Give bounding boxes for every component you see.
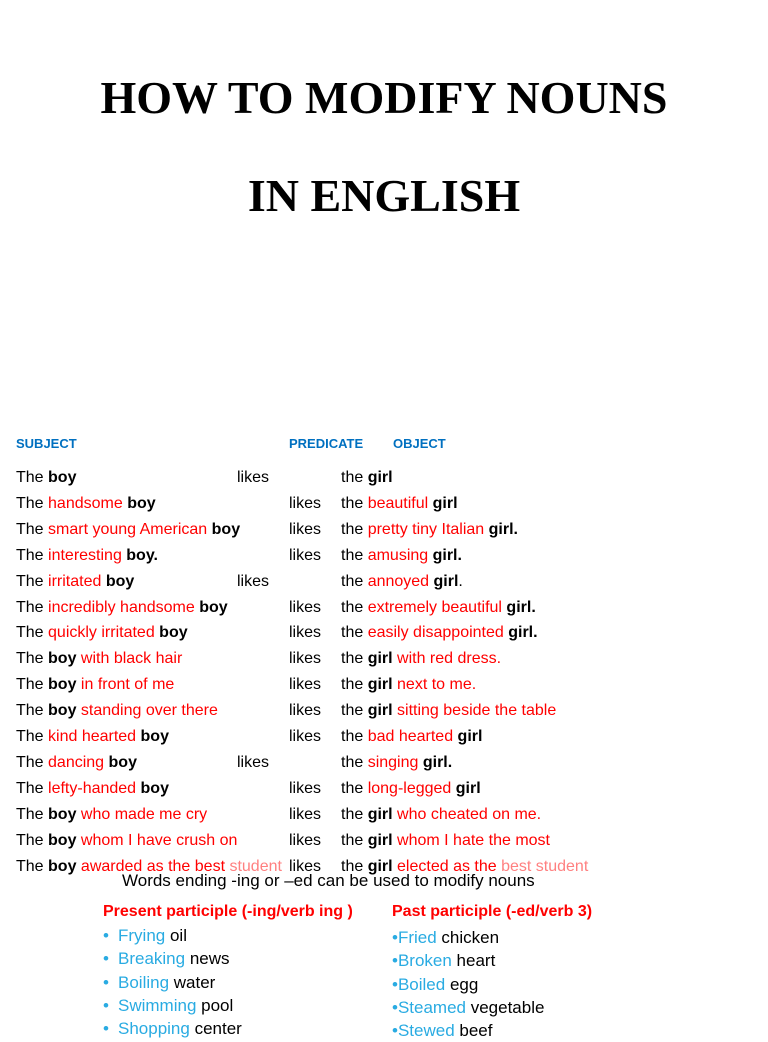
object-phrase-part: long-legged (367, 779, 456, 797)
object-phrase-part: next to me. (392, 676, 477, 694)
subject-phrase (16, 776, 169, 802)
object-phrase-part: the (341, 779, 368, 797)
sentence-row (0, 646, 768, 672)
subject-phrase (16, 828, 237, 854)
subject-phrase-part: lefty-handed (48, 779, 141, 797)
object-phrase (341, 802, 541, 828)
object-phrase-part: singing (367, 753, 423, 771)
sentence-row (0, 595, 768, 621)
subject-phrase-part: boy (48, 469, 77, 486)
subject-phrase-part: The (16, 650, 49, 668)
sentence-row (0, 569, 768, 595)
subject-phrase-part: incredibly handsome (48, 598, 200, 616)
subject-phrase-part: boy (48, 831, 77, 849)
sentence-row (0, 465, 768, 491)
object-phrase-part: with red dress. (392, 650, 502, 668)
object-phrase-part: whom I hate the most (392, 831, 550, 849)
page-title-line-1: HOW TO MODIFY NOUNS (100, 72, 668, 123)
subject-phrase-part: awarded as the best (76, 857, 226, 875)
list-item (103, 924, 242, 947)
subject-phrase (16, 724, 169, 750)
object-phrase (341, 595, 536, 621)
modifier-word: Steamed (397, 997, 466, 1017)
subject-phrase-part: The (16, 857, 49, 875)
object-phrase (341, 750, 452, 776)
list-item (392, 996, 544, 1019)
object-phrase-part: girl (455, 779, 481, 797)
noun-word: center (189, 1019, 242, 1039)
subject-phrase-part: The (16, 520, 49, 538)
predicate-verb: likes (289, 728, 322, 745)
subject-phrase-part: handsome (48, 494, 128, 512)
subject-phrase-part: boy (105, 572, 135, 590)
object-phrase-part: annoyed (367, 572, 434, 590)
object-phrase (341, 543, 462, 569)
object-phrase-part: girl (457, 728, 483, 745)
object-phrase-part: girl. (488, 520, 518, 538)
subject-phrase-part: boy (48, 676, 77, 694)
bullet-icon: • (103, 1019, 109, 1039)
subject-phrase-part: boy (159, 624, 188, 642)
modifier-word: Breaking (118, 949, 186, 969)
subject-phrase (16, 672, 174, 698)
subject-phrase-part: with black hair (76, 650, 183, 668)
subject-phrase-part: boy (140, 779, 169, 797)
subject-phrase (16, 802, 207, 828)
object-phrase-part: pretty tiny Italian (367, 520, 489, 538)
modifier-word: Broken (397, 951, 452, 971)
object-phrase-part: extremely beautiful (367, 598, 507, 616)
subject-phrase-part: boy (48, 650, 77, 668)
object-phrase-part: . (458, 572, 463, 590)
subject-phrase-part: interesting (48, 546, 127, 564)
subject-phrase-part: boy (48, 702, 77, 720)
subject-phrase-part: dancing (48, 753, 109, 771)
modifier-word: Shopping (118, 1019, 190, 1039)
subject-phrase-part: The (16, 779, 49, 797)
noun-word: heart (451, 951, 496, 971)
object-phrase (341, 698, 556, 724)
object-phrase (341, 646, 501, 672)
sentence-row (0, 698, 768, 724)
subject-phrase-part: The (16, 624, 49, 642)
page-title-line-2: IN ENGLISH (247, 170, 521, 221)
object-phrase (341, 465, 393, 491)
object-phrase-part: who cheated on me. (392, 805, 542, 823)
bullet-icon: • (392, 997, 398, 1017)
noun-word: pool (196, 995, 234, 1015)
subject-phrase-part: The (16, 546, 49, 564)
sentence-row (0, 724, 768, 750)
modifier-word: Stewed (397, 1021, 455, 1041)
object-phrase-part: girl. (506, 598, 536, 616)
predicate-verb: likes (237, 572, 270, 590)
object-phrase-part: the (341, 469, 368, 486)
predicate-verb: likes (289, 546, 322, 564)
subject-phrase-part: The (16, 598, 49, 616)
object-phrase-part: the (341, 650, 368, 668)
subject-phrase (16, 465, 76, 491)
subject-phrase-part: boy (108, 753, 137, 771)
bullet-icon: • (392, 974, 398, 994)
predicate-verb: likes (289, 702, 322, 720)
object-phrase-part: beautiful (367, 494, 433, 512)
object-phrase-part: the (341, 676, 368, 694)
subject-phrase-part: boy (140, 728, 169, 745)
present-participle-heading: Present participle (-ing/verb ing ) (103, 903, 353, 920)
subject-phrase-part: boy. (126, 546, 158, 564)
subject-phrase-part: The (16, 494, 49, 512)
object-phrase-part: the (341, 624, 368, 642)
object-phrase-part: the (341, 494, 368, 512)
object-phrase-part: bad hearted (367, 728, 458, 745)
sentence-row (0, 750, 768, 776)
bullet-icon: • (103, 995, 109, 1015)
list-item (103, 947, 242, 970)
bullet-icon: • (392, 928, 398, 947)
sentence-row (0, 776, 768, 802)
subject-phrase-part: boy (199, 598, 228, 616)
object-phrase-part: girl (432, 494, 458, 512)
object-phrase-part: the (341, 831, 368, 849)
object-phrase-part: girl (367, 857, 393, 875)
list-item (103, 1017, 242, 1040)
noun-word: beef (454, 1021, 493, 1041)
subject-phrase (16, 517, 240, 543)
predicate-verb: likes (237, 469, 270, 486)
noun-word: oil (165, 926, 187, 945)
subject-phrase-part: smart young American (48, 520, 212, 538)
object-phrase (341, 828, 550, 854)
object-phrase-part: girl (367, 469, 393, 486)
subject-phrase (16, 620, 188, 646)
subject-phrase-part: The (16, 753, 49, 771)
list-item (392, 926, 544, 949)
predicate-verb: likes (289, 624, 322, 642)
noun-word: egg (445, 974, 479, 994)
bullet-icon: • (392, 951, 398, 971)
modifier-word: Frying (118, 926, 166, 945)
participle-heading: Words ending -ing or –ed can be used to modify nouns (122, 871, 535, 890)
object-phrase-part: easily disappointed (367, 624, 509, 642)
subject-phrase (16, 595, 228, 621)
subject-phrase-part: The (16, 469, 49, 486)
object-phrase (341, 620, 538, 646)
object-phrase-part: the (341, 598, 368, 616)
subject-phrase-part: in front of me (76, 676, 175, 694)
object-phrase-part: girl. (432, 546, 462, 564)
object-phrase (341, 724, 482, 750)
bullet-icon: • (103, 926, 109, 945)
sentence-row (0, 543, 768, 569)
object-phrase-part: girl (433, 572, 459, 590)
subject-phrase-part: The (16, 676, 49, 694)
subject-phrase-part: boy (48, 805, 77, 823)
object-phrase-part: girl (367, 676, 393, 694)
object-column-header: OBJECT (393, 436, 446, 451)
object-phrase (341, 517, 518, 543)
noun-word: news (185, 949, 230, 969)
sentence-row (0, 491, 768, 517)
object-phrase-part: sitting beside the table (392, 702, 557, 720)
subject-phrase-part: The (16, 572, 49, 590)
subject-phrase-part: boy (127, 494, 156, 512)
object-phrase-part: girl (367, 702, 393, 720)
object-phrase-part: the (341, 753, 368, 771)
subject-phrase-part: boy (211, 520, 241, 538)
subject-phrase-part: The (16, 728, 49, 745)
example-sentences (0, 465, 768, 875)
list-item (103, 971, 242, 994)
predicate-verb: likes (289, 520, 322, 538)
subject-phrase (16, 543, 158, 569)
object-phrase-part: the (341, 857, 368, 875)
object-phrase-part: the (341, 702, 368, 720)
subject-phrase (16, 646, 182, 672)
subject-phrase-part: standing over there (76, 702, 218, 720)
subject-phrase-part: who made me cry (76, 805, 208, 823)
subject-phrase-part: irritated (48, 572, 106, 590)
present-participle-list (103, 924, 242, 1040)
object-phrase-part: girl (367, 650, 393, 668)
object-phrase-part: amusing (367, 546, 433, 564)
list-item (103, 994, 242, 1017)
subject-phrase (16, 698, 218, 724)
object-phrase-part: the (341, 546, 368, 564)
object-phrase (341, 672, 476, 698)
predicate-verb: likes (289, 831, 322, 849)
past-participle-list (392, 926, 544, 1042)
object-phrase-part: the (341, 728, 368, 745)
subject-phrase-part: The (16, 831, 49, 849)
sentence-row (0, 828, 768, 854)
object-phrase-part: the (341, 805, 368, 823)
noun-word: vegetable (466, 997, 545, 1017)
modifier-word: Fried (397, 928, 437, 947)
subject-phrase (16, 750, 137, 776)
object-phrase (341, 491, 458, 517)
noun-word: chicken (436, 928, 500, 947)
object-phrase-part: girl. (422, 753, 453, 771)
sentence-row (0, 620, 768, 646)
predicate-column-header: PREDICATE (289, 436, 364, 451)
subject-phrase (16, 491, 156, 517)
list-item (392, 973, 544, 996)
object-phrase-part: best student (496, 857, 589, 875)
sentence-row (0, 802, 768, 828)
modifier-word: Boiling (118, 972, 170, 992)
subject-phrase-part: student (225, 857, 282, 875)
subject-phrase-part: quickly irritated (48, 624, 160, 642)
subject-column-header: SUBJECT (16, 436, 77, 451)
modifier-word: Boiled (397, 974, 446, 994)
subject-phrase-part: boy (48, 857, 77, 875)
sentence-row (0, 517, 768, 543)
subject-phrase-part: whom I have crush on (76, 831, 238, 849)
list-item (392, 949, 544, 972)
predicate-verb: likes (237, 753, 270, 771)
past-participle-heading: Past participle (-ed/verb 3) (392, 903, 593, 920)
predicate-verb: likes (289, 857, 322, 875)
object-phrase-part: girl. (508, 624, 538, 642)
predicate-verb: likes (289, 676, 322, 694)
bullet-icon: • (103, 949, 109, 969)
subject-phrase-part: The (16, 702, 49, 720)
object-phrase (341, 776, 481, 802)
modifier-word: Swimming (118, 995, 197, 1015)
subject-phrase (16, 569, 134, 595)
object-phrase (341, 569, 463, 595)
list-item (392, 1019, 544, 1042)
sentence-row (0, 672, 768, 698)
object-phrase-part: the (341, 520, 368, 538)
subject-phrase-part: kind hearted (48, 728, 141, 745)
bullet-icon: • (392, 1021, 398, 1041)
predicate-verb: likes (289, 650, 322, 668)
subject-phrase-part: The (16, 805, 49, 823)
noun-word: water (169, 972, 216, 992)
object-phrase-part: elected as the (392, 857, 497, 875)
predicate-verb: likes (289, 494, 322, 512)
object-phrase-part: the (341, 572, 368, 590)
predicate-verb: likes (289, 805, 322, 823)
predicate-verb: likes (289, 779, 322, 797)
bullet-icon: • (103, 972, 109, 992)
object-phrase-part: girl (367, 805, 393, 823)
object-phrase-part: girl (367, 831, 393, 849)
predicate-verb: likes (289, 598, 322, 616)
